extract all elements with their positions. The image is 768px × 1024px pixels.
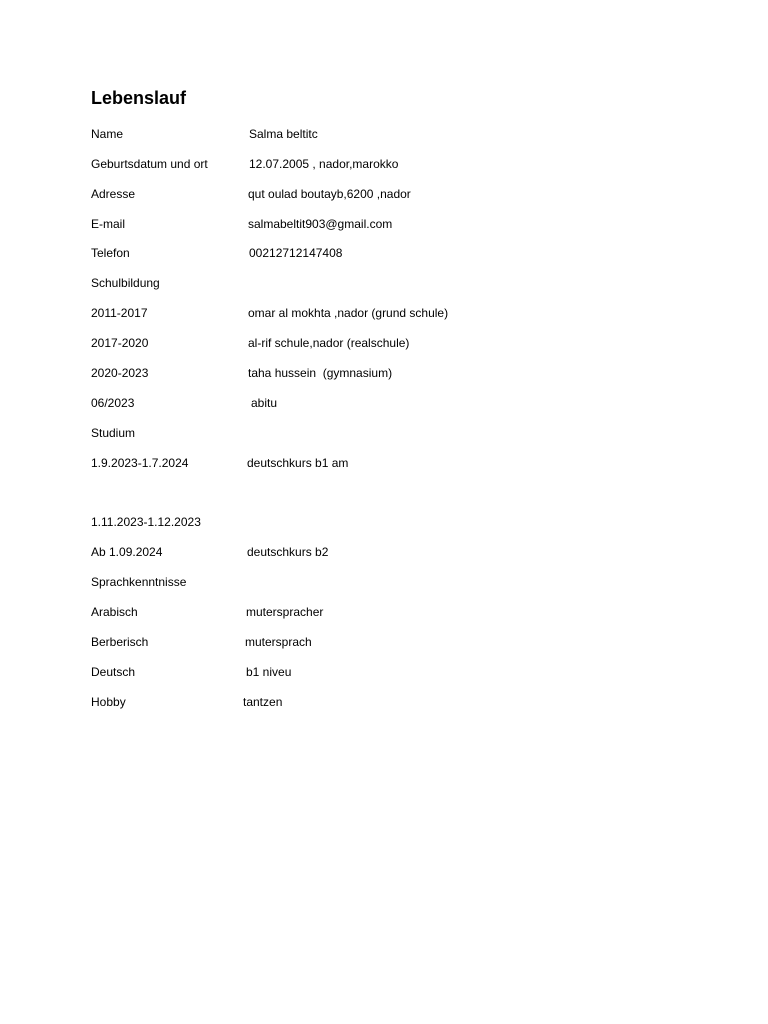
cv-row-school-3	[0, 364, 768, 382]
row-value: 12.07.2005 , nador,marokko	[249, 157, 399, 171]
row-value: Salma beltitc	[249, 127, 318, 141]
row-value: taha hussein (gymnasium)	[248, 366, 393, 380]
row-label: Name	[91, 127, 124, 141]
row-label: 2017-2020	[91, 336, 149, 350]
cv-row-lang-berberisch	[0, 633, 768, 651]
cv-row-phone	[0, 244, 768, 262]
document-title: Lebenslauf	[91, 88, 187, 108]
row-value: 00212712147408	[249, 246, 343, 260]
section-heading-studium	[0, 424, 768, 442]
row-label: Ab 1.09.2024	[91, 545, 163, 559]
row-value: deutschkurs b2	[247, 545, 329, 559]
row-value: muterspracher	[246, 605, 324, 619]
row-value: omar al mokhta ,nador (grund schule)	[248, 306, 449, 320]
cv-row-course-b1	[0, 454, 768, 472]
row-label: 2011-2017	[91, 306, 148, 320]
row-label: 1.9.2023-1.7.2024	[91, 456, 189, 470]
cv-row-name	[0, 125, 768, 143]
row-label: Arabisch	[91, 605, 138, 619]
row-label: 2020-2023	[91, 366, 149, 380]
row-label: Telefon	[91, 246, 130, 260]
cv-row-abitur	[0, 394, 768, 412]
row-label: Schulbildung	[91, 276, 160, 290]
cv-row-hobby	[0, 693, 768, 711]
row-value: deutschkurs b1 am	[247, 456, 349, 470]
row-value: mutersprach	[245, 635, 312, 649]
row-value: qut oulad boutayb,6200 ,nador	[248, 187, 411, 201]
cv-row-school-2	[0, 334, 768, 352]
cv-row-course-b2	[0, 543, 768, 561]
row-label: Adresse	[91, 187, 136, 201]
cv-row-lang-arabisch	[0, 603, 768, 621]
row-label: Geburtsdatum und ort	[91, 157, 208, 171]
row-label: 1.11.2023-1.12.2023	[91, 515, 201, 529]
row-value: b1 niveu	[246, 665, 292, 679]
cv-row-birth	[0, 155, 768, 173]
section-heading-schulbildung	[0, 274, 768, 292]
row-label: Studium	[91, 426, 136, 440]
cv-row-school-1	[0, 304, 768, 322]
row-value: salmabeltit903@gmail.com	[248, 217, 393, 231]
row-label: E-mail	[91, 217, 126, 231]
cv-row-address	[0, 185, 768, 203]
section-heading-sprachkenntnisse	[0, 573, 768, 591]
cv-row-email	[0, 215, 768, 233]
cv-row-lang-deutsch	[0, 663, 768, 681]
row-label: Sprachkenntnisse	[91, 575, 187, 589]
row-value: tantzen	[243, 695, 283, 709]
row-label: Deutsch	[91, 665, 136, 679]
row-label: Berberisch	[91, 635, 149, 649]
row-label: 06/2023	[91, 396, 135, 410]
row-value: al-rif schule,nador (realschule)	[248, 336, 410, 350]
row-label: Hobby	[91, 695, 126, 709]
cv-row-course-period	[0, 513, 768, 531]
row-value: abitu	[251, 396, 278, 410]
